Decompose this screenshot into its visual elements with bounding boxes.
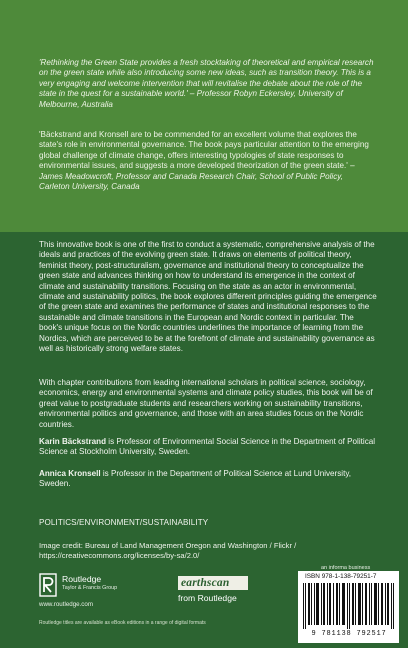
- publisher-group: Taylor & Francis Group: [62, 585, 118, 591]
- barcode-icon: [303, 583, 395, 629]
- quote-text: 'Bäckstrand and Kronsell are to be commended for an excellent volume that explores the state's role in environmental governance. The book pays particular attention to the emerging global challenge of climate change, offers interesting typologies of state responses to environmental issues, and suggests a more developed theorization of the green state.': [39, 130, 369, 171]
- description-paragraph: This innovative book is one of the first to conduct a systematic, comprehensive analysis of the ideals and practices of the evolving green state. It draws on elements of political theory, feminist theory, post-structuralism, governance and institutional theory to conceptualize the green state and advances thinking on how to understand its emergence in the context of climate and sustainability transitions. Focusing on the state as an actor in environmental, climate and sustainability politics, the book explores different principles guiding the emergence of the green state and examines the performance of states and institutional responses to the sustainable and climate transitions in the European and Nordic context in particular. The book's unique focus on the Nordic countries underlines the importance of learning from the Nordics, which are perceived to be at the forefront of climate and sustainability governance as well as historically strong welfare states.: [39, 240, 377, 354]
- quote-text: 'Rethinking the Green State provides a fresh stocktaking of theoretical and empirical research on the green state while also introducing some new ideas, such as transition theory. This is a very engaging and welcome intervention that will revitalise the debate about the role of the state in the quest for a sustainable world.': [39, 58, 374, 99]
- editor-bio-text: is Professor of Environmental Social Science in the Department of Political Science at Stockholm University, Sweden.: [39, 437, 376, 457]
- editor-name: Karin Bäckstrand: [39, 437, 107, 446]
- informa-tagline: an informa business: [321, 565, 371, 571]
- publisher-name: Routledge: [62, 574, 102, 584]
- editor-name: Annica Kronsell: [39, 469, 101, 478]
- description-paragraph: With chapter contributions from leading international scholars in political science, sociology, economics, energy and environmental systems and climate policy studies, this book will be of great value to postgraduate students and researchers working on sustainability transitions, environmental politics and governance, and those with an area studies focus on the Nordic countries.: [39, 378, 373, 429]
- editor-bio: [39, 469, 379, 490]
- quote-attribution: – Professor Robyn Eckersley, University of Melbourne, Australia: [39, 89, 343, 109]
- endorsement-quote: [39, 58, 375, 110]
- barcode-digits: 9 781138 792517: [311, 630, 387, 638]
- editor-bio-text: is Professor in the Department of Political Science at Lund University, Sweden.: [39, 469, 352, 489]
- publisher-url[interactable]: www.routledge.com: [39, 601, 93, 608]
- quote-attribution: – James Meadowcroft, Professor and Canada Research Chair, School of Public Policy, Carleton University, Canada: [39, 161, 355, 192]
- editor-bio: [39, 437, 379, 458]
- image-credit: Image credit: Bureau of Land Management Oregon and Washington / Flickr / https://creativecommons.org/licenses/by-sa/2.0/: [39, 541, 297, 560]
- routledge-logo-icon: [39, 573, 57, 597]
- endorsement-quote: [39, 130, 375, 192]
- ebook-note: Routledge titles are available as eBook editions in a range of digital formats: [39, 620, 206, 626]
- subject-category: POLITICS/ENVIRONMENT/SUSTAINABILITY: [39, 518, 209, 527]
- isbn-label: ISBN 978-1-138-79251-7: [305, 573, 377, 580]
- imprint-name: earthscan: [181, 577, 230, 589]
- endorsement-band: [0, 0, 408, 232]
- imprint-subtitle: from Routledge: [178, 593, 237, 603]
